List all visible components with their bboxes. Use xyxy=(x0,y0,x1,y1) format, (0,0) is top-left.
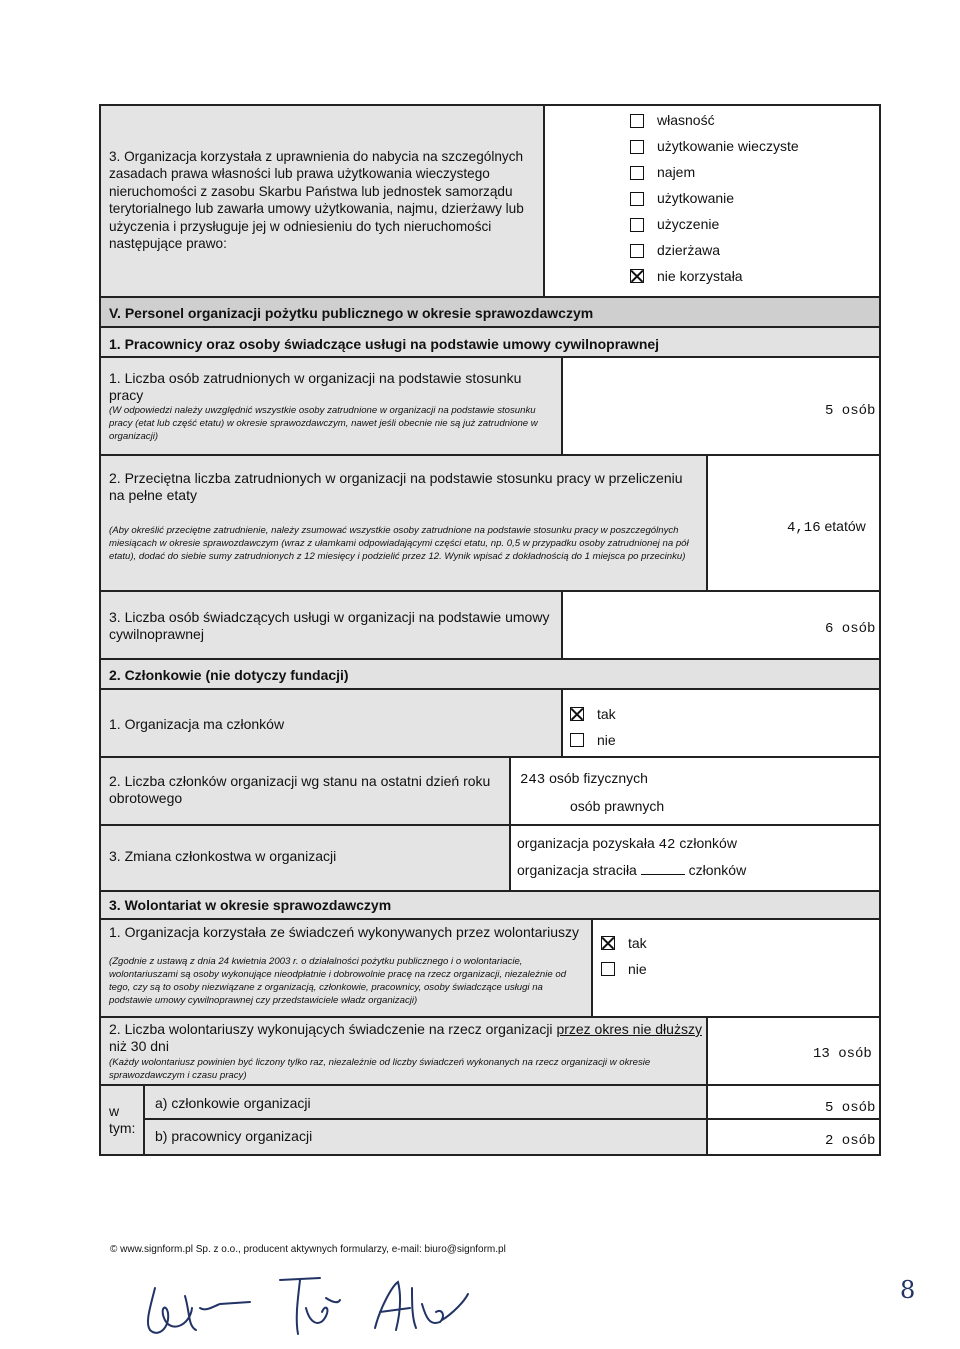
sub1-q1-text: 1. Liczba osób zatrudnionych w organizacji na podstawie stosunku pracy xyxy=(109,370,522,403)
form-table xyxy=(99,104,881,1156)
sub3-a-label: a) członkowie organizacji xyxy=(155,1095,311,1111)
opt-najem-checkbox[interactable] xyxy=(630,166,644,180)
sub2-q1-nie-checkbox[interactable] xyxy=(570,733,584,747)
sub2-q3-gain-prefix: organizacja pozyskała xyxy=(517,835,655,851)
sub3-q2-text xyxy=(109,1021,704,1055)
sub3-title: 3. Wolontariat w okresie sprawozdawczym xyxy=(109,897,392,913)
sub3-q2-underlined: przez okres nie dłuższy xyxy=(556,1021,702,1037)
opt-dzierzawa-label: dzierżawa xyxy=(657,242,721,258)
sub2-q3-loss-prefix: organizacja straciła xyxy=(517,862,637,878)
sec3-question: 3. Organizacja korzystała z uprawnienia do nabycia na szczególnych zasadach prawa własności lub prawa użytkowania wieczystego nieruchomości z zasobu Skarbu Państwa lub jednostek samorządu terytorialnego lub zawarła umowy użytkowania, najmu, dzierżawy lub użyczenia i przysługuje jej w odniesieniu do tych nieruchomości następujące prawo: xyxy=(109,149,524,252)
section-v-title: V. Personel organizacji pożytku publicznego w okresie sprawozdawczym xyxy=(109,305,594,321)
opt-uzyczenie-checkbox[interactable] xyxy=(630,218,644,232)
sub3-q2-text-b: niż 30 dni xyxy=(109,1038,169,1054)
sub2-q2-text: 2. Liczba członków organizacji wg stanu na ostatni dzień roku obrotowego xyxy=(109,773,491,806)
opt-uzytkowanie-label: użytkowanie xyxy=(657,190,735,206)
sub2-q1-tak-label: tak xyxy=(597,706,616,722)
opt-nie-korzystala-label: nie korzystała xyxy=(657,268,743,284)
sub2-q1-tak-checkbox[interactable] xyxy=(570,707,584,721)
signatures xyxy=(130,1268,470,1346)
opt-uzyczenie-label: użyczenie xyxy=(657,216,720,232)
sub3-q2-value[interactable]: 13 osób xyxy=(813,1046,872,1062)
opt-wlasnosc-label: własność xyxy=(657,112,715,128)
sub1-q1-note: (W odpowiedzi należy uwzględnić wszystkie osoby zatrudnione w organizacji na podstawie stosunku pracy (etat lub część etatu) w okresie sprawozdawczym, nawet jeśli obecnie nie są już zatrudnione w organizacji) xyxy=(109,405,538,442)
sub3-q1-note: (Zgodnie z ustawą z dnia 24 kwietnia 2003 r. o działalności pożytku publicznego i o wolontariacie, wolontariuszami są osoby wykonujące nieodpłatnie i dobrowolnie pracę na rzecz organizacji, niezależnie od tego, czy są to osoby niezwiązane z organizacją, członkowie, pracownicy, osoby świadczące usługi na podstawie umowy cywilnoprawnej czy przedstawiciele władz organizacji) xyxy=(109,956,567,1006)
sub2-q2-phys[interactable] xyxy=(520,770,648,788)
sub3-b-value[interactable]: 2 osób xyxy=(825,1133,876,1149)
sub2-title: 2. Członkowie (nie dotyczy fundacji) xyxy=(109,667,349,683)
sub3-q1-nie-checkbox[interactable] xyxy=(601,962,615,976)
sub1-title: 1. Pracownicy oraz osoby świadczące usługi na podstawie umowy cywilnoprawnej xyxy=(109,336,660,352)
sub1-q2-text: 2. Przeciętna liczba zatrudnionych w organizacji na podstawie stosunku pracy w przeliczeniu na pełne etaty xyxy=(109,470,683,503)
sub2-q3-loss-blank xyxy=(641,874,685,875)
opt-uzytkowanie-checkbox[interactable] xyxy=(630,192,644,206)
sub2-q3-text: 3. Zmiana członkostwa w organizacji xyxy=(109,848,337,864)
sub2-q2-phys-num: 243 xyxy=(520,772,546,788)
sub1-q3-value[interactable]: 6 osób xyxy=(825,621,876,637)
sub1-q2-value-unit: etatów xyxy=(824,518,866,534)
sub2-q2-legal-label: osób prawnych xyxy=(570,798,665,814)
sub2-q3-loss[interactable] xyxy=(517,862,746,878)
sub3-b-label: b) pracownicy organizacji xyxy=(155,1128,313,1144)
sub3-q2-text-a: 2. Liczba wolontariuszy wykonujących świadczenie na rzecz organizacji xyxy=(109,1021,553,1037)
sub3-a-value[interactable]: 5 osób xyxy=(825,1100,876,1116)
sub2-q1-nie-label: nie xyxy=(597,732,616,748)
opt-uzytkowanie-wieczyste-label: użytkowanie wieczyste xyxy=(657,138,799,154)
sub1-q2-value-num: 4,16 xyxy=(787,520,821,536)
opt-nie-korzystala-checkbox[interactable] xyxy=(630,269,644,283)
sub2-q2-phys-label: osób fizycznych xyxy=(549,770,648,786)
sub3-q2-note: (Każdy wolontariusz powinien być liczony tylko raz, niezależnie od liczby świadczeń wykonanych na rzecz organizacji w okresie sprawozdawczym i czasu pracy) xyxy=(109,1057,651,1081)
sub3-q1-tak-label: tak xyxy=(628,935,647,951)
sub1-q3-text: 3. Liczba osób świadczących usługi w organizacji na podstawie umowy cywilnoprawnej xyxy=(109,609,550,642)
sub3-q1-text: 1. Organizacja korzystała ze świadczeń wykonywanych przez wolontariuszy xyxy=(109,924,579,940)
sub2-q3-gain[interactable] xyxy=(517,835,737,853)
sub2-q1-text: 1. Organizacja ma członków xyxy=(109,716,285,732)
sub3-q1-nie-label: nie xyxy=(628,961,647,977)
sub2-q3-gain-num: 42 xyxy=(658,837,676,853)
opt-uzytkowanie-wieczyste-checkbox[interactable] xyxy=(630,140,644,154)
sub1-q2-value[interactable] xyxy=(787,518,866,536)
sub3-wtym-label: w tym: xyxy=(109,1103,136,1136)
opt-najem-label: najem xyxy=(657,164,696,180)
sub1-q1-value[interactable]: 5 osób xyxy=(825,403,876,419)
sub2-q3-loss-suffix: członków xyxy=(688,862,747,878)
page-number: 8 xyxy=(900,1276,916,1304)
sub1-q2-note: (Aby określić przeciętne zatrudnienie, należy zsumować wszystkie osoby zatrudnione na podstawie stosunku pracy w poszczególnych miesiącach w okresie sprawozdawczym (wraz z ułamkami odpowiadającymi części etatu, np. 0,5 w przypadku osoby zatrudnionej na pół etatu), dodać do siebie sumy zatrudnionych z 12 miesięcy i podzielić przez 12. Wynik wpisać z dokładnością do 1 miejsca po przecinku) xyxy=(109,525,689,562)
sub2-q3-gain-suffix: członków xyxy=(679,835,737,851)
footer-text: © www.signform.pl Sp. z o.o., producent aktywnych formularzy, e-mail: biuro@signform.pl xyxy=(110,1244,506,1255)
opt-wlasnosc-checkbox[interactable] xyxy=(630,114,644,128)
sub3-q1-tak-checkbox[interactable] xyxy=(601,936,615,950)
opt-dzierzawa-checkbox[interactable] xyxy=(630,244,644,258)
